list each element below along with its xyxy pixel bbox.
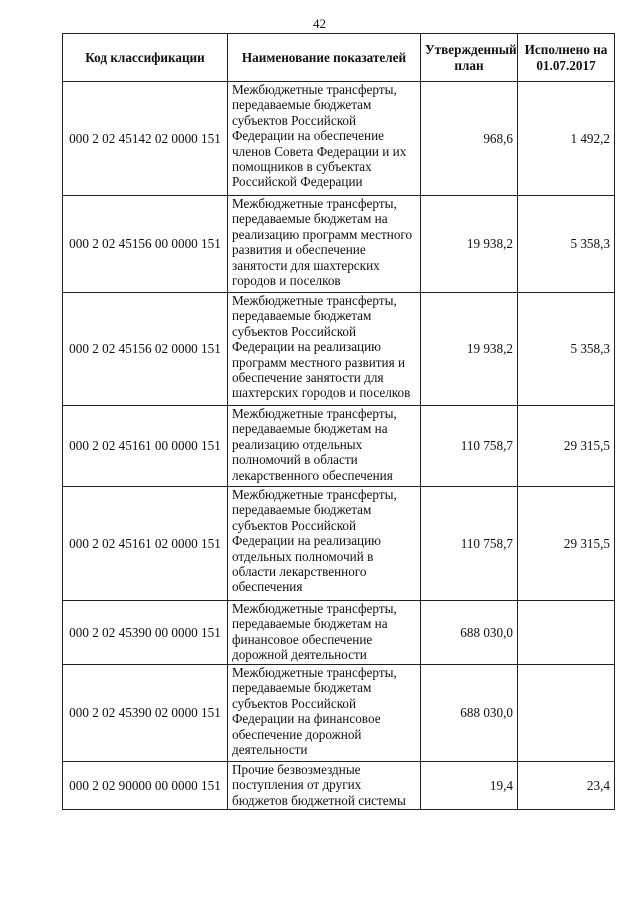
cell-name: Межбюджетные трансферты, передаваемые бюджетам субъектов Российской Федерации на обеспечение членов Совета Федерации и их помощников в субъектах Российской Федерации bbox=[228, 82, 421, 196]
page-number: 42 bbox=[313, 16, 326, 31]
header-row bbox=[63, 34, 615, 82]
cell-name: Межбюджетные трансферты, передаваемые бюджетам на реализацию программ местного развития и обеспечение занятости для шахтерских городов и поселков bbox=[228, 196, 421, 293]
cell-executed: 29 315,5 bbox=[518, 406, 615, 487]
cell-code: 000 2 02 45156 00 0000 151 bbox=[63, 196, 228, 293]
cell-name: Межбюджетные трансферты, передаваемые бюджетам субъектов Российской Федерации на финансовое обеспечение дорожной деятельности bbox=[228, 665, 421, 762]
cell-name: Прочие безвозмездные поступления от других бюджетов бюджетной системы bbox=[228, 762, 421, 810]
table-row bbox=[63, 82, 615, 196]
header-plan: Утвержденный план bbox=[421, 34, 518, 82]
cell-executed: 1 492,2 bbox=[518, 82, 615, 196]
cell-plan: 688 030,0 bbox=[421, 665, 518, 762]
cell-code: 000 2 02 45161 02 0000 151 bbox=[63, 487, 228, 601]
cell-plan: 110 758,7 bbox=[421, 406, 518, 487]
cell-executed: 23,4 bbox=[518, 762, 615, 810]
cell-code: 000 2 02 45161 00 0000 151 bbox=[63, 406, 228, 487]
cell-code: 000 2 02 45390 02 0000 151 bbox=[63, 665, 228, 762]
cell-plan: 688 030,0 bbox=[421, 601, 518, 665]
header-code: Код классификации bbox=[63, 34, 228, 82]
cell-code: 000 2 02 90000 00 0000 151 bbox=[63, 762, 228, 810]
cell-name: Межбюджетные трансферты, передаваемые бюджетам субъектов Российской Федерации на реализацию отдельных полномочий в области лекарственного обеспечения bbox=[228, 487, 421, 601]
header-executed: Исполнено на 01.07.2017 bbox=[518, 34, 615, 82]
cell-executed bbox=[518, 601, 615, 665]
cell-executed bbox=[518, 665, 615, 762]
header-name: Наименование показателей bbox=[228, 34, 421, 82]
table-row bbox=[63, 487, 615, 601]
cell-plan: 19,4 bbox=[421, 762, 518, 810]
cell-name: Межбюджетные трансферты, передаваемые бюджетам на финансовое обеспечение дорожной деятельности bbox=[228, 601, 421, 665]
cell-executed: 5 358,3 bbox=[518, 293, 615, 406]
cell-executed: 29 315,5 bbox=[518, 487, 615, 601]
cell-code: 000 2 02 45142 02 0000 151 bbox=[63, 82, 228, 196]
table-row bbox=[63, 196, 615, 293]
cell-code: 000 2 02 45390 00 0000 151 bbox=[63, 601, 228, 665]
table-row bbox=[63, 601, 615, 665]
cell-plan: 110 758,7 bbox=[421, 487, 518, 601]
cell-plan: 19 938,2 bbox=[421, 196, 518, 293]
cell-executed: 5 358,3 bbox=[518, 196, 615, 293]
table-row bbox=[63, 665, 615, 762]
table-row bbox=[63, 293, 615, 406]
cell-plan: 968,6 bbox=[421, 82, 518, 196]
cell-name: Межбюджетные трансферты, передаваемые бюджетам на реализацию отдельных полномочий в области лекарственного обеспечения bbox=[228, 406, 421, 487]
cell-code: 000 2 02 45156 02 0000 151 bbox=[63, 293, 228, 406]
table-row bbox=[63, 762, 615, 810]
cell-plan: 19 938,2 bbox=[421, 293, 518, 406]
budget-table bbox=[62, 33, 615, 810]
table-row bbox=[63, 406, 615, 487]
cell-name: Межбюджетные трансферты, передаваемые бюджетам субъектов Российской Федерации на реализацию программ местного развития и обеспечение занятости для шахтерских городов и поселков bbox=[228, 293, 421, 406]
